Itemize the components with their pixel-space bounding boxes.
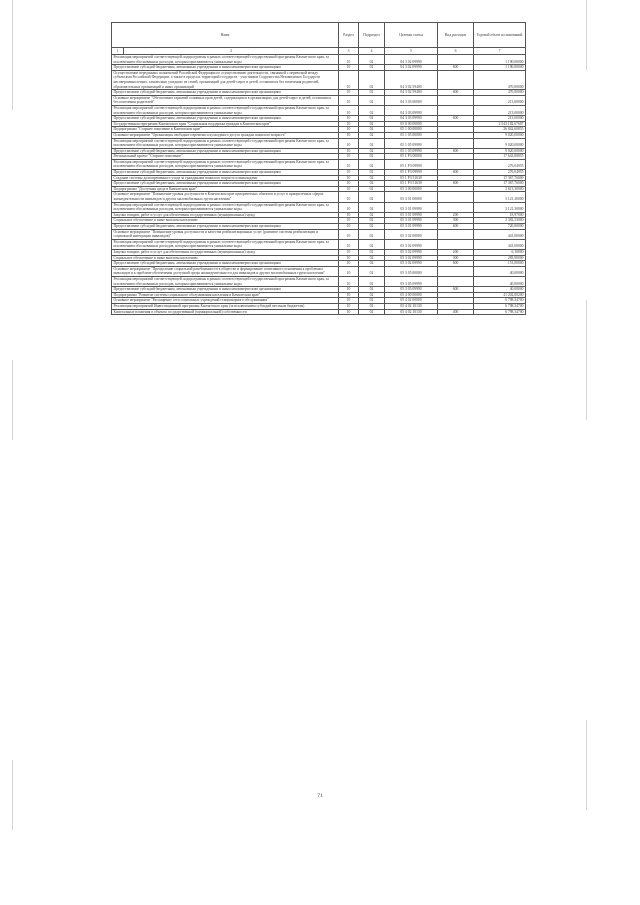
header-annual-amount: Годовой объем ассигнований xyxy=(474,23,526,48)
row-name: Создание системы долговременного ухода за гражданами пожилого возраста и инвалидами xyxy=(112,175,339,181)
right-fold-line xyxy=(586,0,587,70)
row-expense-type: 300 xyxy=(438,218,474,224)
table-row xyxy=(112,192,526,202)
row-target-article: 05 1 P3 09990 xyxy=(385,159,438,169)
row-name: Закупка товаров, работ и услуг для обеспечения государственных (муниципальных) нужд xyxy=(112,249,339,255)
row-amount: 6 798,34700 xyxy=(474,309,526,315)
row-section: 10 xyxy=(339,266,359,276)
row-amount: 41 202,00200 xyxy=(474,292,526,298)
row-amount: 9 020,00000 xyxy=(474,138,526,148)
row-expense-type: 600 xyxy=(438,90,474,96)
row-subsection: 02 xyxy=(359,170,385,176)
row-expense-type xyxy=(438,138,474,148)
row-target-article: 04 3 02 59400 xyxy=(385,70,438,89)
row-subsection: 02 xyxy=(359,148,385,154)
row-amount: 9 020,00000 xyxy=(474,148,526,154)
column-number: 1 xyxy=(112,48,124,55)
row-target-article: 05 3 01 09990 xyxy=(385,202,438,212)
row-section: 10 xyxy=(339,303,359,309)
row-amount: 720,00000 xyxy=(474,224,526,230)
column-number: 5 xyxy=(385,48,438,55)
row-subsection: 02 xyxy=(359,65,385,71)
row-name: Предоставление субсидий бюджетным, автономным учреждениям и иным некоммерческим организациям xyxy=(112,287,339,293)
row-expense-type xyxy=(438,70,474,89)
row-amount: 6,10000 xyxy=(474,249,526,255)
row-subsection: 02 xyxy=(359,55,385,65)
table-row xyxy=(112,229,526,239)
row-target-article: 05 3 00 00000 xyxy=(385,186,438,192)
row-section: 10 xyxy=(339,249,359,255)
right-fold-line xyxy=(586,300,587,420)
row-section: 10 xyxy=(339,105,359,115)
row-amount: 17 367,76000 xyxy=(474,175,526,181)
row-section: 10 xyxy=(339,175,359,181)
row-amount: 2 543 182,67687 xyxy=(474,121,526,127)
row-expense-type xyxy=(438,266,474,276)
row-subsection: 02 xyxy=(359,127,385,133)
row-subsection: 02 xyxy=(359,303,385,309)
row-subsection: 02 xyxy=(359,224,385,230)
row-expense-type xyxy=(438,229,474,239)
row-target-article: 05 3 02 09990 xyxy=(385,249,438,255)
row-name: Предоставление субсидий бюджетным, автономным учреждениям и иным некоммерческим организациям xyxy=(112,224,339,230)
row-name: Реализация мероприятий соответствующей подпрограммы в рамках соответствующей государственной программы Камчатского края, за исключением обоснованных расходов, которым присваиваются уникальные коды xyxy=(112,239,339,249)
row-amount: 213,00000 xyxy=(474,105,526,115)
row-expense-type xyxy=(438,239,474,249)
row-target-article: 05 3 02 09990 xyxy=(385,261,438,267)
row-amount: 17 643,80855 xyxy=(474,154,526,160)
header-expense-type: Вид расходов xyxy=(438,23,474,48)
row-section: 10 xyxy=(339,218,359,224)
row-subsection: 02 xyxy=(359,229,385,239)
row-target-article: 04 3 03 00000 xyxy=(385,95,438,105)
row-subsection: 02 xyxy=(359,255,385,261)
table-row xyxy=(112,55,526,65)
row-name: Основное мероприятие "Повышение уровня доступности и качества реабилитационных услуг (развитие системы реабилитации и социальной интеграции инвалидов)" xyxy=(112,229,339,239)
row-subsection: 02 xyxy=(359,154,385,160)
row-section: 10 xyxy=(339,121,359,127)
row-name: Предоставление субсидий бюджетным, автономным учреждениям и иным некоммерческим организациям xyxy=(112,170,339,176)
row-section: 10 xyxy=(339,65,359,71)
row-expense-type: 600 xyxy=(438,65,474,71)
row-target-article: 05 3 05 00000 xyxy=(385,266,438,276)
table-row xyxy=(112,239,526,249)
row-target-article: 04 3 02 09990 xyxy=(385,65,438,71)
row-name: Социальное обеспечение и иные выплаты населению xyxy=(112,255,339,261)
column-number: 2 xyxy=(124,48,339,55)
row-target-article: 05 1 P3 51630 xyxy=(385,181,438,187)
row-amount: 283,90000 xyxy=(474,255,526,261)
row-expense-type: 200 xyxy=(438,249,474,255)
row-amount: 441,00000 xyxy=(474,239,526,249)
row-target-article: 04 3 03 09990 xyxy=(385,105,438,115)
row-subsection: 02 xyxy=(359,175,385,181)
row-amount: 9 020,00000 xyxy=(474,132,526,138)
header-name: Наим xyxy=(112,23,339,48)
column-number: 3 xyxy=(339,48,359,55)
row-name: Предоставление субсидий бюджетным, автономным учреждениям и иным некоммерческим организациям xyxy=(112,65,339,71)
table-row xyxy=(112,138,526,148)
row-amount: 6 798,34700 xyxy=(474,303,526,309)
row-section: 10 xyxy=(339,255,359,261)
table-row xyxy=(112,105,526,115)
row-amount: 213,00000 xyxy=(474,95,526,105)
row-name: Реализация мероприятий соответствующей подпрограммы в рамках соответствующей государственной программы Камчатского края, за исключением обоснованных расходов, которым присваиваются уникальные коды xyxy=(112,105,339,115)
row-section: 10 xyxy=(339,212,359,218)
row-expense-type: 600 xyxy=(438,148,474,154)
row-name: Основное мероприятие "Повышение уровня доступности в Камчатском крае приоритетных объектов и услуг в приоритетных сферах жизнедеятельности инвалидов и других маломобильных групп населения" xyxy=(112,192,339,202)
table-row xyxy=(112,309,526,315)
row-amount: 276,04955 xyxy=(474,170,526,176)
row-expense-type: 600 xyxy=(438,181,474,187)
row-amount: 3 613,30000 xyxy=(474,186,526,192)
row-subsection: 02 xyxy=(359,90,385,96)
column-number: 7 xyxy=(474,48,526,55)
column-number: 4 xyxy=(359,48,385,55)
header-subsection: Подраздел xyxy=(359,23,385,48)
row-name: Реализация мероприятий соответствующей подпрограммы в рамках соответствующей государственной программы Камчатского края, за исключением обоснованных расходов, которым присваиваются уникальные коды xyxy=(112,55,339,65)
row-amount: 2 382,33000 xyxy=(474,218,526,224)
row-name: Предоставление субсидий бюджетным, автономным учреждениям и иным некоммерческим организациям xyxy=(112,148,339,154)
row-section: 10 xyxy=(339,148,359,154)
row-amount: 40,00000 xyxy=(474,287,526,293)
row-amount: 26 842,60855 xyxy=(474,127,526,133)
row-expense-type: 600 xyxy=(438,170,474,176)
row-target-article: 05 1 00 00000 xyxy=(385,127,438,133)
row-name: Реализация мероприятий соответствующей подпрограммы в рамках соответствующей государственной программы Камчатского края, за исключением обоснованных расходов, которым присваиваются уникальные коды xyxy=(112,138,339,148)
row-target-article: 05 4 02 10130 xyxy=(385,303,438,309)
row-name: Предоставление субсидий бюджетным, автономным учреждениям и иным некоммерческим организациям xyxy=(112,90,339,96)
row-name: Капитальные вложения в объекты государственной (муниципальной) собственности xyxy=(112,309,339,315)
row-subsection: 02 xyxy=(359,292,385,298)
row-name: Социальное обеспечение и иные выплаты населению xyxy=(112,218,339,224)
row-section: 10 xyxy=(339,181,359,187)
row-subsection: 02 xyxy=(359,249,385,255)
row-name: Предоставление субсидий бюджетным, автономным учреждениям и иным некоммерческим организациям xyxy=(112,261,339,267)
row-name: Подпрограмма "Старшее поколение в Камчатском крае" xyxy=(112,127,339,133)
row-subsection: 02 xyxy=(359,105,385,115)
row-expense-type: 600 xyxy=(438,287,474,293)
row-amount: 40,00000 xyxy=(474,266,526,276)
row-subsection: 02 xyxy=(359,261,385,267)
row-target-article: 05 1 05 09990 xyxy=(385,138,438,148)
row-expense-type: 300 xyxy=(438,255,474,261)
left-fold-line xyxy=(12,0,13,110)
row-subsection: 02 xyxy=(359,212,385,218)
row-target-article: 05 1 05 00000 xyxy=(385,132,438,138)
row-name: Основное мероприятие "Расширение сети социальных учреждений стационарного обслуживания" xyxy=(112,298,339,304)
row-name: Основное мероприятие "Преодоление социальной разобщенности в обществе и формирование позитивного отношения к проблемам инвалидов и к проблеме обеспечения доступной среды жизнедеятельности для инвалидов и других маломобильных групп населения" xyxy=(112,266,339,276)
row-section: 10 xyxy=(339,55,359,65)
row-section: 10 xyxy=(339,127,359,133)
table-row xyxy=(112,95,526,105)
row-target-article: 05 3 01 09990 xyxy=(385,224,438,230)
row-expense-type: 600 xyxy=(438,261,474,267)
row-expense-type: 600 xyxy=(438,116,474,122)
row-target-article: 05 0 00 00000 xyxy=(385,121,438,127)
row-name: Реализация мероприятий соответствующей подпрограммы в рамках соответствующей государственной программы Камчатского края, за исключением обоснованных расходов, которым присваиваются уникальные коды xyxy=(112,159,339,169)
row-amount: 6 798,34700 xyxy=(474,298,526,304)
row-section: 10 xyxy=(339,292,359,298)
row-section: 10 xyxy=(339,287,359,293)
row-target-article: 05 3 05 09990 xyxy=(385,287,438,293)
row-subsection: 02 xyxy=(359,239,385,249)
row-section: 10 xyxy=(339,186,359,192)
row-target-article: 05 1 P3 09990 xyxy=(385,170,438,176)
row-amount: 276,04955 xyxy=(474,159,526,169)
row-name: Предоставление субсидий бюджетным, автономным учреждениям и иным некоммерческим организациям xyxy=(112,116,339,122)
budget-allocation-table xyxy=(111,22,526,315)
row-target-article: 05 1 P3 51630 xyxy=(385,175,438,181)
row-expense-type xyxy=(438,276,474,286)
table-row xyxy=(112,70,526,89)
row-section: 10 xyxy=(339,229,359,239)
row-target-article: 05 3 02 09990 xyxy=(385,239,438,249)
row-section: 10 xyxy=(339,309,359,315)
row-expense-type: 600 xyxy=(438,224,474,230)
table-row xyxy=(112,159,526,169)
row-subsection: 02 xyxy=(359,202,385,212)
row-name: Реализация мероприятий соответствующей подпрограммы в рамках соответствующей государственной программы Камчатского края, за исключением обоснованных расходов, которым присваиваются уникальные коды xyxy=(112,202,339,212)
row-target-article: 05 1 P3 00000 xyxy=(385,154,438,160)
table-row xyxy=(112,266,526,276)
row-section: 10 xyxy=(339,159,359,169)
row-expense-type xyxy=(438,202,474,212)
row-amount: 1 190,00000 xyxy=(474,55,526,65)
row-name: Реализация мероприятий Инвестиционной программы Камчатского края (за исключением субсидий местным бюджетам) xyxy=(112,303,339,309)
row-name: Подпрограмма "Развитие системы социального обслуживания населения в Камчатском крае" xyxy=(112,292,339,298)
header-target-article: Целевая статья xyxy=(385,23,438,48)
row-name: Осуществление переданных полномочий Российской Федерации по осуществлению деятельности, связанной с перевозкой между субъектами Российской Федерации, а также в пределах территорий государств - участников Содружества Независимых Государств несовершеннолетних, самовольно ушедших из семей, организаций для детей-сирот и детей, оставшихся без попечения родителей, образовательных организаций и иных организаций xyxy=(112,70,339,89)
row-subsection: 02 xyxy=(359,287,385,293)
table-row xyxy=(112,202,526,212)
row-expense-type xyxy=(438,105,474,115)
row-section: 10 xyxy=(339,202,359,212)
row-amount: 1 190,00000 xyxy=(474,65,526,71)
header-section: Раздел xyxy=(339,23,359,48)
table-row xyxy=(112,276,526,286)
row-subsection: 02 xyxy=(359,116,385,122)
row-section: 10 xyxy=(339,170,359,176)
row-expense-type xyxy=(438,95,474,105)
row-target-article: 05 4 00 00000 xyxy=(385,292,438,298)
row-target-article: 04 3 02 09990 xyxy=(385,55,438,65)
row-section: 10 xyxy=(339,239,359,249)
row-subsection: 02 xyxy=(359,266,385,276)
row-amount: 17 367,76000 xyxy=(474,181,526,187)
row-expense-type xyxy=(438,159,474,169)
row-section: 10 xyxy=(339,70,359,89)
row-amount: 470,00000 xyxy=(474,90,526,96)
row-target-article: 04 3 03 09990 xyxy=(385,116,438,122)
row-section: 10 xyxy=(339,90,359,96)
row-amount: 18,97000 xyxy=(474,212,526,218)
row-subsection: 02 xyxy=(359,298,385,304)
row-name: Предоставление субсидий бюджетным, автономным учреждениям и иным некоммерческим организациям xyxy=(112,181,339,187)
row-section: 10 xyxy=(339,298,359,304)
row-expense-type: 200 xyxy=(438,212,474,218)
row-amount: 151,00000 xyxy=(474,261,526,267)
row-subsection: 02 xyxy=(359,138,385,148)
row-name: Региональный проект "Старшее поколение" xyxy=(112,154,339,160)
row-subsection: 02 xyxy=(359,95,385,105)
row-section: 10 xyxy=(339,192,359,202)
row-subsection: 02 xyxy=(359,218,385,224)
row-subsection: 02 xyxy=(359,132,385,138)
row-amount: 3 121,30000 xyxy=(474,192,526,202)
column-number: 6 xyxy=(438,48,474,55)
row-name: Основное мероприятие "Обеспечение гарантий основных прав детей, содержащихся в организациях для детей-сирот и детей, оставшихся без попечения родителей" xyxy=(112,95,339,105)
row-section: 10 xyxy=(339,261,359,267)
row-name: Реализация мероприятий соответствующей подпрограммы в рамках соответствующей государственной программы Камчатского края, за исключением обоснованных расходов, которым присваиваются уникальные коды xyxy=(112,276,339,286)
row-section: 10 xyxy=(339,224,359,230)
row-section: 10 xyxy=(339,276,359,286)
row-expense-type xyxy=(438,55,474,65)
column-number-row xyxy=(112,48,526,55)
table-body xyxy=(112,55,526,315)
row-amount: 441,00000 xyxy=(474,229,526,239)
row-target-article: 05 3 05 09990 xyxy=(385,276,438,286)
row-amount: 470,00000 xyxy=(474,70,526,89)
row-amount: 40,00000 xyxy=(474,276,526,286)
row-subsection: 02 xyxy=(359,186,385,192)
row-section: 10 xyxy=(339,95,359,105)
row-target-article: 05 3 02 00000 xyxy=(385,229,438,239)
row-target-article: 05 4 02 00000 xyxy=(385,298,438,304)
row-name: Основное мероприятие "Организация свободного времени и культурного досуга граждан пожилого возраста" xyxy=(112,132,339,138)
row-subsection: 02 xyxy=(359,159,385,169)
table-header-row xyxy=(112,23,526,48)
row-section: 10 xyxy=(339,116,359,122)
row-target-article: 05 3 01 00000 xyxy=(385,192,438,202)
row-subsection: 02 xyxy=(359,309,385,315)
left-fold-line xyxy=(12,360,13,440)
row-section: 10 xyxy=(339,138,359,148)
row-name: Закупка товаров, работ и услуг для обеспечения государственных (муниципальных) нужд xyxy=(112,212,339,218)
row-target-article: 05 3 01 09990 xyxy=(385,218,438,224)
row-section: 10 xyxy=(339,154,359,160)
row-amount: 213,00000 xyxy=(474,116,526,122)
row-subsection: 02 xyxy=(359,276,385,286)
row-target-article: 04 3 02 59400 xyxy=(385,90,438,96)
row-subsection: 02 xyxy=(359,70,385,89)
row-name: Подпрограмма "Доступная среда в Камчатском крае" xyxy=(112,186,339,192)
row-expense-type xyxy=(438,192,474,202)
row-section: 10 xyxy=(339,132,359,138)
row-target-article: 05 4 02 10130 xyxy=(385,309,438,315)
row-target-article: 05 3 01 09990 xyxy=(385,212,438,218)
page-number: 71 xyxy=(317,793,323,799)
row-amount: 3 121,30000 xyxy=(474,202,526,212)
row-subsection: 02 xyxy=(359,181,385,187)
row-expense-type: 400 xyxy=(438,309,474,315)
row-subsection: 02 xyxy=(359,121,385,127)
row-name: Государственная программа Камчатского края "Социальная поддержка граждан в Камчатском крае" xyxy=(112,121,339,127)
row-target-article: 05 1 05 09990 xyxy=(385,148,438,154)
row-target-article: 05 3 02 09990 xyxy=(385,255,438,261)
row-subsection: 02 xyxy=(359,192,385,202)
